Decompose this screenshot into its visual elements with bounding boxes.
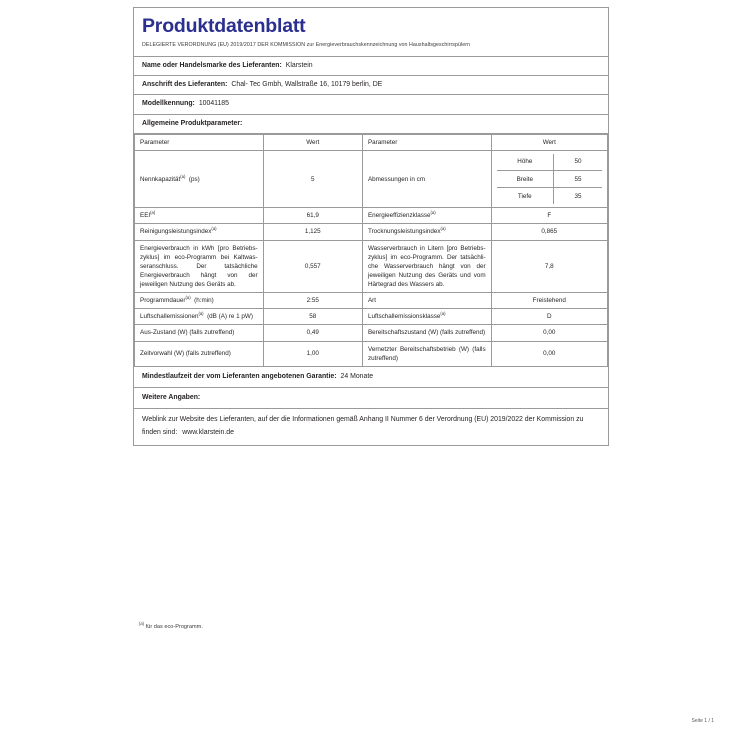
footnote-ref: (a) — [150, 210, 156, 216]
model-row — [134, 95, 608, 114]
datasheet-sheet — [133, 7, 609, 446]
param-value-right: 7,8 — [491, 240, 607, 293]
additional-info-row — [134, 388, 608, 409]
model-label: Modellkennung: — [142, 100, 195, 108]
supplier-name-row — [134, 57, 608, 76]
param-label-left: EEI$^{(a)}$ — [135, 208, 264, 224]
table-header-cell: Wert — [263, 134, 362, 150]
param-label-left: Zeitvorwahl (W) (falls zutreffend) — [135, 341, 264, 366]
title-block — [134, 8, 608, 57]
param-label-unit: (h:min) — [190, 297, 214, 305]
param-label-left: Luftschallemissionen$^{(a)}$ (dB (A) re 1 pW) — [135, 309, 264, 325]
table-row — [135, 325, 608, 341]
param-value-right: 0,00 — [491, 341, 607, 366]
param-label-unit: (ps) — [185, 175, 200, 183]
table-row — [135, 208, 608, 224]
table-header-cell: Parameter — [362, 134, 491, 150]
dimension-row — [497, 154, 602, 171]
table-row — [135, 150, 608, 207]
dimensions-cell — [491, 150, 607, 207]
footnote-ref: (a) — [430, 210, 436, 216]
page-title: Produktdatenblatt — [142, 15, 306, 37]
table-header-cell: Wert — [491, 134, 607, 150]
param-label-left: Nennkapazität$^{(a)}$ (ps) — [135, 150, 264, 207]
weblink-url[interactable]: www.klarstein.de — [182, 428, 234, 436]
param-value-left: 1,00 — [263, 341, 362, 366]
param-value-right: 0,00 — [491, 325, 607, 341]
additional-info-label: Weitere Angaben: — [142, 394, 201, 402]
param-value-left: 0,49 — [263, 325, 362, 341]
weblink-text: Weblink zur Website des Lieferanten, auf der die Informationen gemäß Anhang II Nummer 6 der Verordnung (EU) 2019/2022 der Kommission zu finden sind: — [142, 416, 584, 436]
table-header-cell: Parameter — [135, 134, 264, 150]
footnote-marker: (a) — [139, 621, 145, 627]
param-label-right: Luftschallemissionsklasse$^{(a)}$ — [362, 309, 491, 325]
param-value-left: 1,125 — [263, 224, 362, 240]
param-label-unit: (dB (A) re 1 pW) — [203, 313, 253, 321]
param-value-left: 0,557 — [263, 240, 362, 293]
general-params-label: Allgemeine Produktparameter: — [142, 119, 243, 127]
footnote-ref: (a) — [211, 226, 217, 232]
model-value: 10041185 — [198, 100, 229, 108]
param-value-right: D — [491, 309, 607, 325]
param-value-left: 2:55 — [263, 293, 362, 309]
supplier-name-label: Name oder Handelsmarke des Lieferanten: — [142, 61, 282, 69]
param-value-left: 61,9 — [263, 208, 362, 224]
param-label-left: Energieverbrauch in kWh [pro Betriebszyklus] im eco-Programm bei Kaltwasseranschluss. Der tatsächliche Energieverbrauch hängt von der jeweiligen Nutzung des Geräts ab. — [135, 240, 264, 293]
footnote-ref: (a) — [440, 226, 446, 232]
table-row — [135, 293, 608, 309]
dimension-row — [497, 188, 602, 205]
general-params-row — [134, 115, 608, 134]
supplier-address-label: Anschrift des Lieferanten: — [142, 81, 228, 89]
dimension-label: Höhe — [497, 154, 554, 171]
regulation-subtitle: DELEGIERTE VERORDNUNG (EU) 2019/2017 DER KOMMISSION zur Energieverbrauchskennzeichnung von Haushaltsgeschirrspülern — [142, 42, 471, 49]
footnote-text: für das eco-Programm. — [145, 624, 203, 630]
param-label-right: Art — [362, 293, 491, 309]
table-header-row — [135, 134, 608, 150]
footnote-ref: (a) — [440, 311, 446, 317]
warranty-label: Mindestlaufzeit der vom Lieferanten angebotenen Garantie: — [142, 372, 337, 380]
supplier-address-value: Chal- Tec Gmbh, Wallstraße 16, 10179 berlin, DE — [231, 81, 383, 89]
dimension-value: 55 — [554, 171, 602, 188]
param-label-right: Energieeffizienzklasse$^{(a)}$ — [362, 208, 491, 224]
dimension-label: Breite — [497, 171, 554, 188]
param-label-right: Wasserverbrauch in Litern [pro Betriebszyklus] im eco-Programm. Der tatsächliche Wasserverbrauch hängt von der jeweiligen Nutzung des Geräts und vom Härtegrad des Wassers ab. — [362, 240, 491, 293]
footnote-ref: (a) — [180, 173, 186, 179]
params-table-block — [134, 134, 608, 367]
param-value-right: Freistehend — [491, 293, 607, 309]
dimension-value: 35 — [574, 192, 582, 200]
param-value-left: 58 — [263, 309, 362, 325]
footnote — [139, 621, 203, 630]
supplier-name-value: Klarstein — [285, 61, 313, 69]
param-label-left: Aus-Zustand (W) (falls zutreffend) — [135, 325, 264, 341]
param-label-left: Reinigungsleistungsindex$^{(a)}$ — [135, 224, 264, 240]
warranty-value: 24 Monate — [340, 372, 374, 380]
dimensions-table — [497, 154, 602, 204]
param-label-right: Vernetzter Bereitschaftsbetrieb (W) (falls zutreffend) — [362, 341, 491, 366]
dimension-label: Tiefe — [497, 188, 554, 205]
footnote-ref: (a) — [185, 295, 191, 301]
dimension-value: 50 — [554, 154, 602, 171]
page-number: Seite 1 / 1 — [691, 718, 714, 724]
footnote-ref: (a) — [198, 311, 204, 317]
parameters-table — [134, 134, 608, 367]
table-row — [135, 240, 608, 293]
param-value-left: 5 — [263, 150, 362, 207]
dimension-row — [497, 171, 602, 188]
param-label-right: Bereitschaftszustand (W) (falls zutreffend) — [362, 325, 491, 341]
supplier-address-row — [134, 76, 608, 95]
table-row — [135, 224, 608, 240]
param-label-right: Abmessungen in cm — [362, 150, 491, 207]
warranty-row — [134, 367, 608, 388]
weblink-row — [134, 409, 608, 445]
param-label-left: Programmdauer$^{(a)}$ (h:min) — [135, 293, 264, 309]
param-label-right: Trocknungsleistungsindex$^{(a)}$ — [362, 224, 491, 240]
table-row — [135, 309, 608, 325]
param-value-right: F — [491, 208, 607, 224]
param-value-right: 0,865 — [491, 224, 607, 240]
table-row — [135, 341, 608, 366]
